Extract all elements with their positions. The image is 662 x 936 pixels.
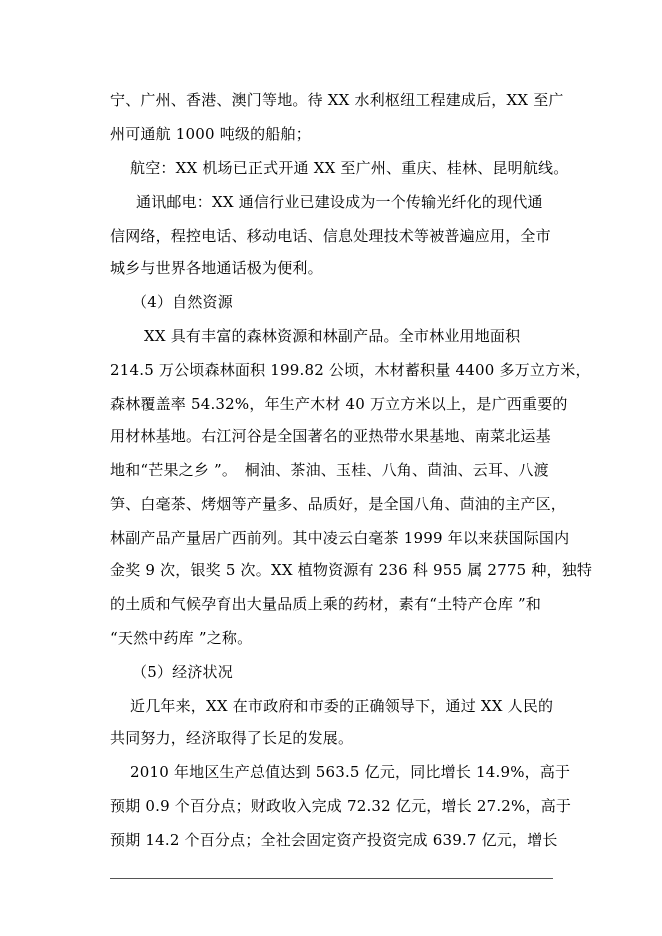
text-line: 宁、广州、香港、澳门等地。待 XX 水利枢纽工程建成后，XX 至广	[110, 91, 564, 109]
text-line: “天然中药库 ”之称。	[110, 629, 253, 647]
text-line: 214.5 万公顷森林面积 199.82 公顷，木材蓄积量 4400 多万立方米，	[110, 361, 591, 379]
text-line: 信网络，程控电话、移动电话、信息处理技术等被普遍应用，全市	[110, 227, 551, 245]
section-heading: （5）经济状况	[132, 663, 233, 681]
text-line: 森林覆盖率 54.32%，年生产木材 40 万立方米以上，是广西重要的	[110, 395, 568, 413]
text-line: 近几年来，XX 在市政府和市委的正确领导下，通过 XX 人民的	[130, 697, 554, 715]
text-line: 2010 年地区生产总值达到 563.5 亿元，同比增长 14.9%，高于	[130, 763, 571, 781]
text-line: 的土质和气候孕育出大量品质上乘的药材，素有“土特产仓库 ”和	[110, 595, 542, 613]
text-line: 通讯邮电：XX 通信行业已建设成为一个传输光纤化的现代通	[136, 193, 543, 211]
text-line: XX 具有丰富的森林资源和林副产品。全市林业用地面积	[144, 327, 521, 345]
text-line: 预期 14.2 个百分点；全社会固定资产投资完成 639.7 亿元，增长	[110, 831, 558, 849]
text-line: 金奖 9 次，银奖 5 次。XX 植物资源有 236 科 955 属 2775 种，独特	[110, 561, 593, 579]
footer-divider	[110, 878, 553, 879]
text-line: 地和“芒果之乡 ”。 桐油、茶油、玉桂、八角、茴油、云耳、八渡	[110, 461, 549, 479]
text-line: 用材林基地。右江河谷是全国著名的亚热带水果基地、南菜北运基	[110, 427, 551, 445]
text-line: 预期 0.9 个百分点；财政收入完成 72.32 亿元，增长 27.2%，高于	[110, 797, 572, 815]
text-line: 共同努力，经济取得了长足的发展。	[110, 729, 354, 747]
section-heading: （4）自然资源	[132, 293, 233, 311]
text-line: 城乡与世界各地通话极为便利。	[110, 259, 323, 277]
text-line: 州可通航 1000 吨级的船舶；	[110, 125, 311, 143]
text-line: 航空：XX 机场已正式开通 XX 至广州、重庆、桂林、昆明航线。	[130, 159, 569, 177]
text-line: 林副产品产量居广西前列。其中凌云白毫茶 1999 年以来获国际国内	[110, 529, 570, 547]
text-line: 笋、白毫茶、烤烟等产量多、品质好，是全国八角、茴油的主产区，	[110, 495, 567, 513]
